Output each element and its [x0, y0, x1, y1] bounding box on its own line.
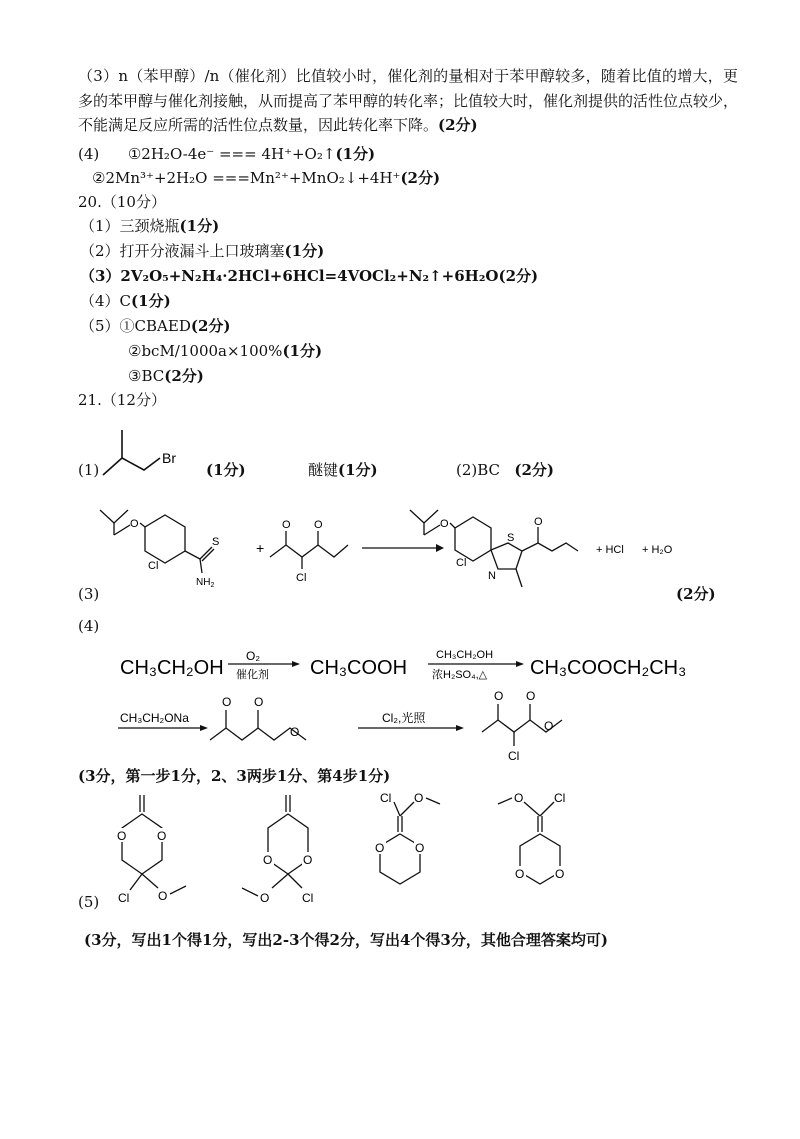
q19-part3: （3）n（苯甲醇）/n（催化剂）比值较小时，催化剂的量相对于苯甲醇较多，随着比值的增大，更多的苯甲醇与催化剂接触，从而提高了苯甲醇的转化率；比值较大时，催化剂提供的活性位点较少，不能满足反应所需的活性位点数量，因此转化率下降。(2分) [78, 67, 739, 134]
isomer-2 [242, 795, 314, 905]
q20-a3: （3）2V₂O₅+N₂H₄·2HCl+6HCl=4VOCl₂+N₂↑+6H₂O(2分) [80, 267, 539, 285]
svg-text:O: O [222, 695, 232, 709]
isomer-3 [374, 791, 440, 884]
svg-text:O: O [158, 889, 168, 903]
q21-p3-label: (3) [78, 585, 100, 603]
svg-text:O: O [375, 841, 385, 855]
route-ethyl-acetoacetate [210, 695, 306, 740]
q20-a4: （4）C(1分) [80, 292, 171, 310]
route-ethyl-acetate: CH₃COOCH₂CH₃ [530, 657, 687, 679]
q21-p1-group: 醚键(1分) [308, 461, 378, 479]
svg-text:NH2: $NH_2$ [196, 577, 215, 589]
svg-text:O: O [254, 695, 264, 709]
svg-text:O: O [282, 519, 291, 531]
q20-a5-2: ②bcM/1000a×100%(1分) [128, 342, 323, 360]
q19-part4-line1: (4) ①2H₂O-4e⁻ === 4H⁺+O₂↑(1分) [78, 145, 376, 163]
svg-text:O: O [515, 867, 525, 881]
q21-p1-score: (1分) [206, 461, 246, 479]
q21-synthesis-route [110, 640, 730, 765]
svg-text:Cl: Cl [554, 791, 566, 805]
svg-text:O: O [263, 853, 273, 867]
svg-text:Cl: Cl [118, 891, 130, 905]
svg-text:Cl: Cl [148, 560, 159, 572]
svg-text:O: O [440, 518, 449, 530]
svg-text:O: O [415, 841, 425, 855]
isomer-4 [498, 791, 566, 884]
q21-p4-label: (4) [78, 617, 100, 635]
svg-text:O: O [555, 867, 565, 881]
q21-p5-note: (3分，写出1个得1分，写出2-3个得2分，写出4个得3分，其他合理答案均可) [84, 931, 608, 949]
svg-text:+ HCl: + HCl [596, 544, 624, 556]
q20-a5-3: ③BC(2分) [128, 367, 204, 385]
ethyl-2-chloroacetoacetate-reactant [270, 519, 348, 584]
svg-text:O: O [414, 791, 424, 805]
svg-text:O: O [514, 791, 524, 805]
q20-a1: （1）三颈烧瓶(1分) [80, 217, 220, 235]
svg-text:S: S [212, 536, 220, 548]
svg-text:O: O [130, 518, 139, 530]
q21-isomer-structures [100, 790, 700, 920]
svg-text:Cl: Cl [302, 891, 314, 905]
route-step3-reagent: CH₃CH₂ONa [120, 711, 189, 725]
svg-text:O: O [534, 516, 543, 528]
route-acetic-acid: CH₃COOH [310, 657, 408, 679]
q20-header: 20.（10分） [78, 193, 166, 211]
svg-text:O: O [314, 519, 323, 531]
q21-part3-reaction [90, 495, 740, 595]
svg-text:Cl: Cl [296, 572, 307, 584]
q19-part4-line2: ②2Mn³⁺+2H₂O ===Mn²⁺+MnO₂↓+4H⁺(2分) [92, 169, 441, 187]
q21-p3-score: (2分) [676, 585, 716, 603]
q20-a2: （2）打开分液漏斗上口玻璃塞(1分) [80, 242, 325, 260]
route-step1-condition: 催化剂 [236, 669, 269, 681]
route-ethanol: CH₃CH₂OH [120, 657, 224, 679]
route-step1-reagent: O₂ [246, 649, 260, 663]
q20-a5-1: （5）①CBAED(2分) [80, 317, 231, 335]
q21-p4-note: (3分，第一步1分，2、3两步1分、第4步1分) [78, 767, 391, 785]
svg-text:+: + [256, 540, 265, 556]
q21-p1-label: (1) [78, 461, 100, 479]
svg-text:S: S [507, 532, 515, 544]
svg-text:O: O [290, 725, 300, 739]
isobutyl-bromide-structure [98, 420, 198, 482]
isomer-1 [116, 795, 186, 905]
q21-p2: (2)BC (2分) [456, 461, 554, 479]
svg-text:O: O [526, 689, 536, 703]
svg-text:O: O [117, 829, 127, 843]
thioamide-reactant [100, 510, 219, 589]
svg-text:Cl: Cl [380, 791, 392, 805]
route-final-chloro-ester [482, 689, 562, 763]
svg-text:N: N [488, 570, 496, 582]
q21-header: 21.（12分） [78, 391, 166, 409]
route-step2-condition: 浓H₂SO₄,△ [432, 669, 488, 681]
svg-text:Br: Br [162, 450, 176, 466]
route-step2-reagent: CH₃CH₂OH [436, 649, 494, 661]
svg-text:O: O [494, 689, 504, 703]
svg-text:O: O [260, 891, 270, 905]
svg-text:O: O [157, 829, 167, 843]
svg-text:Cl: Cl [508, 749, 520, 763]
route-step4-reagent: Cl₂,光照 [382, 711, 426, 725]
svg-text:Cl: Cl [456, 557, 467, 569]
q21-p5-label: (5) [78, 893, 100, 911]
svg-text:+ H₂O: + H₂O [642, 544, 673, 556]
svg-text:O: O [303, 853, 313, 867]
svg-text:O: O [544, 719, 554, 733]
